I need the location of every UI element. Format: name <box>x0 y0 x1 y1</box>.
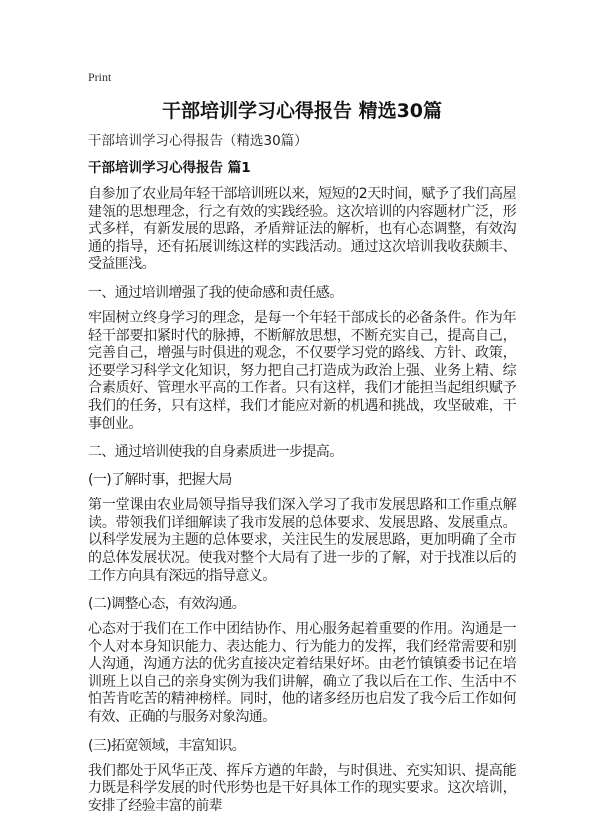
subsection-2: (二)调整心态，有效沟通。 <box>88 596 246 613</box>
paragraph-intro: 自参加了农业局年轻干部培训班以来，短短的2天时间，赋予了我们高屋建瓴的思想理念，行之有效的实践经验。这次培训的内容题材广泛，形式多样，有新发展的思路，矛盾辩证法的解析，也有心态调整，有效沟通的指导，还有拓展训练这样的实践活动。通过这次培训我收获颇丰、受益匪浅。 <box>88 186 516 273</box>
section-heading: 干部培训学习心得报告 篇1 <box>88 160 251 176</box>
print-label[interactable]: Print <box>88 70 112 84</box>
subsection-3: (三)拓宽领域，丰富知识。 <box>88 737 246 754</box>
document-page <box>88 68 516 815</box>
document-subtitle: 干部培训学习心得报告（精选30篇） <box>88 133 308 149</box>
paragraph-mindset: 心态对于我们在工作中团结协作、用心服务起着重要的作用。沟通是一个人对本身知识能力、表达能力、行为能力的发挥，我们经常需要和别人沟通，沟通方法的优劣直接决定着结果好坏。由老竹镇镇委书记在培训班上以自己的亲身实例为我们讲解，确立了我以后在工作、生活中不怕苦肯吃苦的精神榜样。同时，他的诸多经历也启发了我今后工作如何有效、正确的与服务对象沟通。 <box>88 621 516 726</box>
paragraph-mission: 牢固树立终身学习的理念，是每一个年轻干部成长的必备条件。作为年轻干部要扣紧时代的脉搏，不断解放思想，不断充实自己，提高自己，完善自己，增强与时俱进的观念，不仅要学习党的路线、方针、政策，还要学习科学文化知识，努力把自己打造成为政治上强、业务上精、综合素质好、管理水平高的工作者。只有这样，我们才能担当起组织赋予我们的任务，只有这样，我们才能应对新的机遇和挑战，攻坚破难，干事创业。 <box>88 309 516 432</box>
subsection-1: (一)了解时事，把握大局 <box>88 472 232 489</box>
section-point-2: 二、通过培训使我的自身素质进一步提高。 <box>88 444 343 461</box>
paragraph-knowledge: 我们都处于风华正茂、挥斥方遒的年龄，与时俱进、充实知识、提高能力既是科学发展的时代形势也是干好具体工作的现实要求。这次培训，安排了经验丰富的前辈 <box>88 762 516 814</box>
paragraph-current-affairs: 第一堂课由农业局领导指导我们深入学习了我市发展思路和工作重点解读。带领我们详细解读了我市发展的总体要求、发展思路、发展重点。以科学发展为主题的总体要求，关注民生的发展思路，更加明确了全市的总体发展状况。使我对整个大局有了进一步的了解，对于找准以后的工作方向具有深远的指导意义。 <box>88 497 516 584</box>
section-point-1: 一、通过培训增强了我的使命感和责任感。 <box>88 284 343 301</box>
document-title: 干部培训学习心得报告 精选30篇 <box>161 100 443 122</box>
